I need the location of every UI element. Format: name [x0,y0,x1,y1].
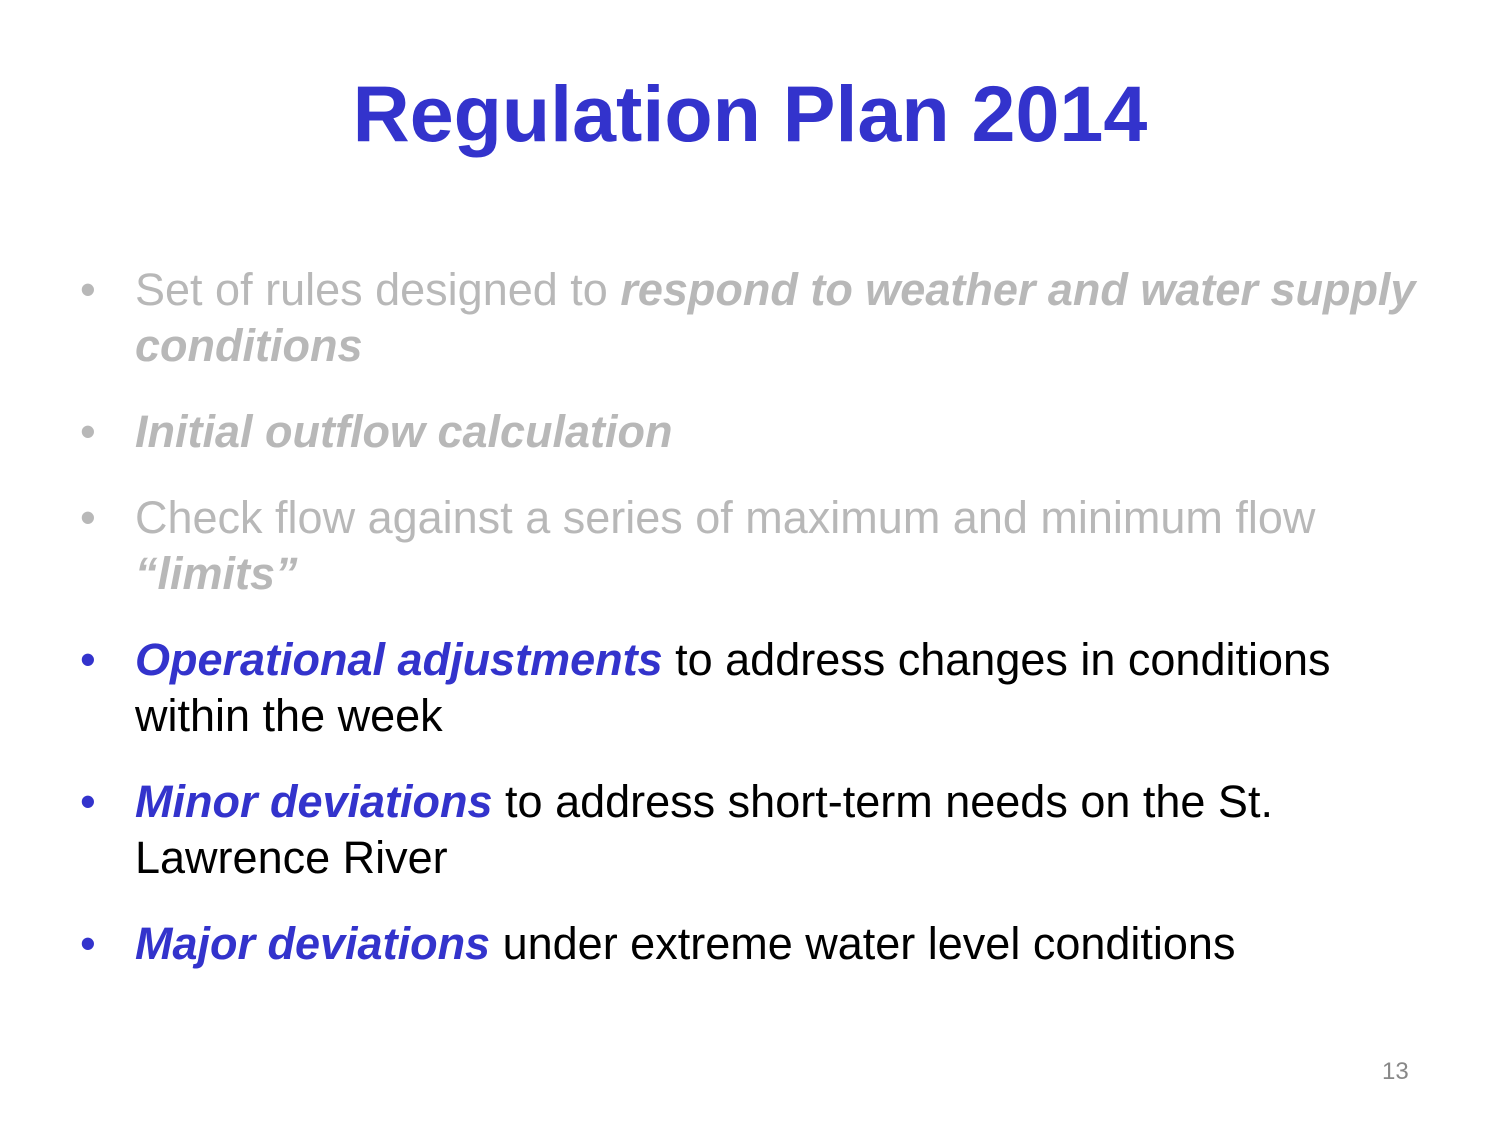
bullet-dot: • [80,634,96,685]
page-number: 13 [1382,1058,1409,1085]
bullet-emphasis: Major deviations [135,918,491,969]
bullet-text: Check flow against a series of maximum and minimum flow [135,492,1316,543]
bullet-text-tail: to address changes in conditions within the week [135,634,1331,741]
bullet-item-rules [72,262,1432,374]
bullet-item-operational-adjustments [72,632,1432,744]
bullet-dot: • [80,918,96,969]
bullet-dot: • [80,406,96,457]
bullet-item-initial-outflow [72,404,1432,460]
bullet-item-major-deviations [72,916,1432,972]
bullet-item-check-flow [72,490,1432,602]
bullet-emphasis: Initial outflow calculation [135,406,673,457]
bullet-emphasis: respond to weather and water supply conditions [135,264,1416,371]
bullet-emphasis: Operational adjustments [135,634,663,685]
bullet-text-tail: under extreme water level conditions [490,918,1236,969]
slide-title: Regulation Plan 2014 [352,69,1148,158]
bullet-text-tail: to address short-term needs on the St. Lawrence River [135,776,1273,883]
bullet-item-minor-deviations [72,774,1432,886]
bullet-emphasis: Minor deviations [135,776,493,827]
bullet-dot: • [80,776,96,827]
bullet-dot: • [80,492,96,543]
bullet-text: Set of rules designed to [135,264,621,315]
bullet-list [72,262,1432,1002]
bullet-dot: • [80,264,96,315]
bullet-emphasis: “limits” [135,548,298,599]
